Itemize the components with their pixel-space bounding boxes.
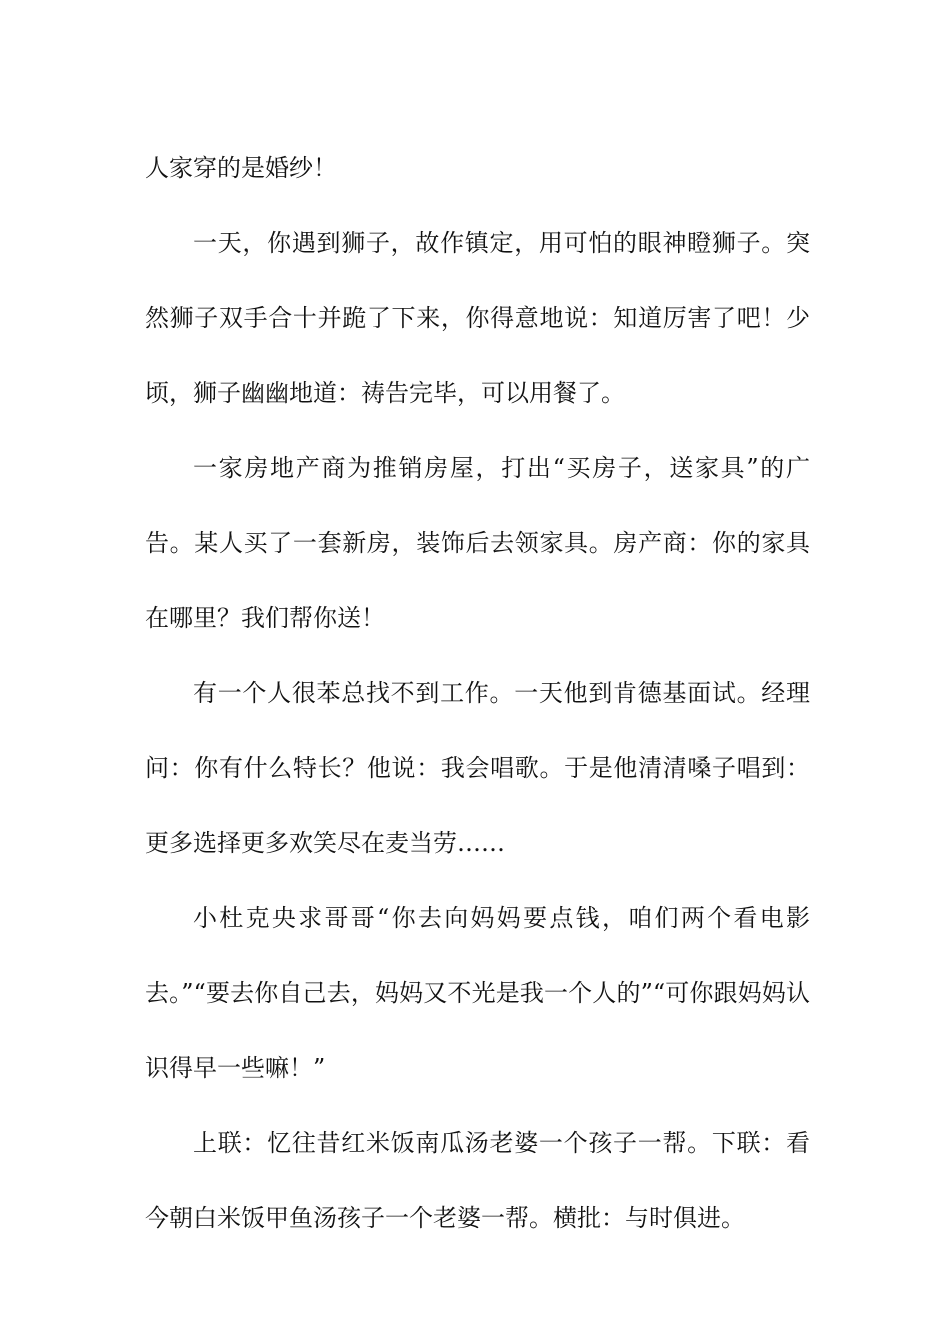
document-body [145, 131, 810, 1256]
paragraph-little-duke-joke: 小杜克央求哥哥“你去向妈妈要点钱，咱们两个看电影去。”“要去你自己去，妈妈又不光是我一个人的”“可你跟妈妈认识得早一些嘛！” [145, 904, 810, 1082]
paragraph-wedding-dress-ending: 人家穿的是婚纱！ [145, 154, 337, 182]
paragraph-job-interview-joke: 有一个人很苯总找不到工作。一天他到肯德基面试。经理问：你有什么特长？他说：我会唱歌。于是他清清嗓子唱到：更多选择更多欢笑尽在麦当劳…… [145, 679, 810, 857]
paragraph-real-estate-joke: 一家房地产商为推销房屋，打出“买房子，送家具”的广告。某人买了一套新房，装饰后去领家具。房产商：你的家具在哪里？我们帮你送！ [145, 454, 810, 632]
paragraph-lion-joke: 一天，你遇到狮子，故作镇定，用可怕的眼神瞪狮子。突然狮子双手合十并跪了下来，你得意地说：知道厉害了吧！少顷，狮子幽幽地道：祷告完毕，可以用餐了。 [145, 229, 810, 407]
paragraph-couplet-joke: 上联：忆往昔红米饭南瓜汤老婆一个孩子一帮。下联：看今朝白米饭甲鱼汤孩子一个老婆一帮。横批：与时俱进。 [145, 1129, 810, 1232]
